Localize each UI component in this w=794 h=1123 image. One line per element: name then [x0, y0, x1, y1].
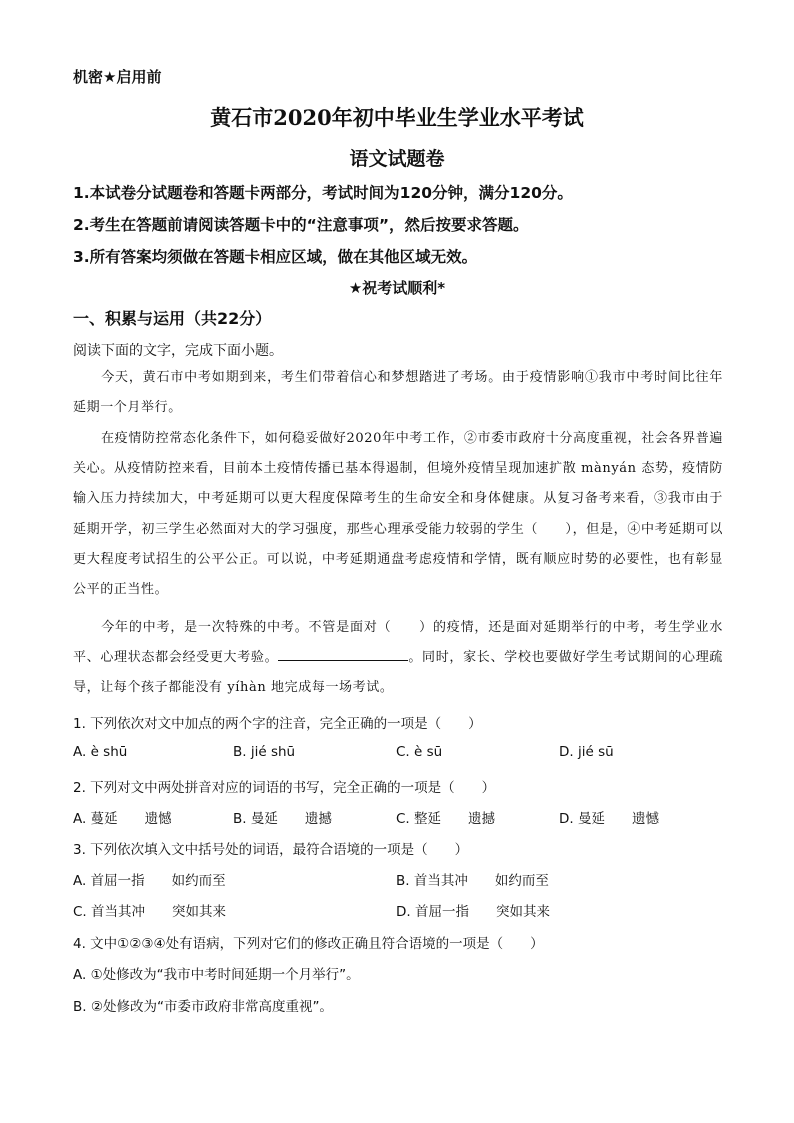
fill-blank-line — [278, 646, 408, 661]
question-4-option-a: A. ①处修改为“我市中考时间延期一个月举行”。 — [73, 967, 360, 983]
question-3-option-d: D. 首屈一指 突如其来 — [396, 904, 550, 920]
question-2-option-a: A. 蔓延 遗憾 — [73, 811, 172, 827]
good-luck-line: ★祝考试顺利* — [348, 279, 446, 297]
note-2: 2.考生在答题前请阅读答题卡中的“注意事项”，然后按要求答题。 — [73, 216, 529, 234]
exam-title: 黄石市2020年初中毕业生学业水平考试 — [210, 105, 584, 130]
exam-subtitle: 语文试题卷 — [349, 148, 445, 170]
question-2-option-d: D. 曼延 遗憾 — [559, 811, 659, 827]
question-4-stem: 4. 文中①②③④处有语病，下列对它们的修改正确且符合语境的一项是（ ） — [73, 936, 544, 952]
question-3-stem: 3. 下列依次填入文中括号处的词语，最符合语境的一项是（ ） — [73, 842, 469, 858]
question-4-option-b: B. ②处修改为“市委市政府非常高度重视”。 — [73, 999, 333, 1015]
passage-paragraph-2: 在疫情防控常态化条件下，如何稳妥做好2020年中考工作，②市委市政府十分高度重视，社会各界普遍关心。从疫情防控来看，目前本土疫情传播已基本得遏制，但境外疫情呈现加速扩散 mànyán 态势，疫情防输入压力持续加大，中考延期可以更大程度保障考生的生命安全和身体健康。从复习备考来看，③我市由于延期开学，初三学生必然面对大的学习强度，那些心理承受能力较弱的学生（ ），但是，④中考延期可以更大程度考试招生的公平公正。可以说，中考延期通盘考虑疫情和学情，既有顺应时势的必要性，也有彰显公平的正当性。 — [73, 431, 723, 598]
note-1: 1.本试卷分试题卷和答题卡两部分，考试时间为120分钟，满分120分。 — [73, 184, 573, 202]
question-2-stem: 2. 下列对文中两处拼音对应的词语的书写，完全正确的一项是（ ） — [73, 780, 496, 796]
note-3: 3.所有答案均须做在答题卡相应区域，做在其他区域无效。 — [73, 248, 478, 266]
question-3-option-a: A. 首屈一指 如约而至 — [73, 873, 226, 889]
section-instruction: 阅读下面的文字，完成下面小题。 — [73, 343, 283, 359]
confidential-label: 机密★启用前 — [73, 68, 162, 86]
question-1-option-a: A. è shū — [73, 744, 128, 760]
question-1-stem: 1. 下列依次对文中加点的两个字的注音，完全正确的一项是（ ） — [73, 716, 482, 732]
question-1-option-c: C. è sū — [396, 744, 443, 760]
passage-paragraph-1: 今天，黄石市中考如期到来，考生们带着信心和梦想踏进了考场。由于疫情影响①我市中考时间比往年延期一个月举行。 — [73, 370, 723, 416]
question-3-option-b: B. 首当其冲 如约而至 — [396, 873, 549, 889]
question-2-option-b: B. 曼延 遗撼 — [233, 811, 332, 827]
question-2-option-c: C. 整延 遗撼 — [396, 811, 496, 827]
passage-paragraph-3: 今年的中考，是一次特殊的中考。不管是面对（ ）的疫情，还是面对延期举行的中考，考生学业水平、心理状态都会经受更大考验。 。同时，家长、学校也要做好学生考试期间的心理疏导，让每个孩子都能没有 yíhàn 地完成每一场考试。 — [73, 620, 723, 696]
question-1-option-d: D. jié sū — [559, 744, 614, 760]
question-3-option-c: C. 首当其冲 突如其来 — [73, 904, 227, 920]
section-heading: 一、积累与运用（共22分） — [73, 309, 272, 328]
question-1-option-b: B. jié shū — [233, 744, 296, 760]
